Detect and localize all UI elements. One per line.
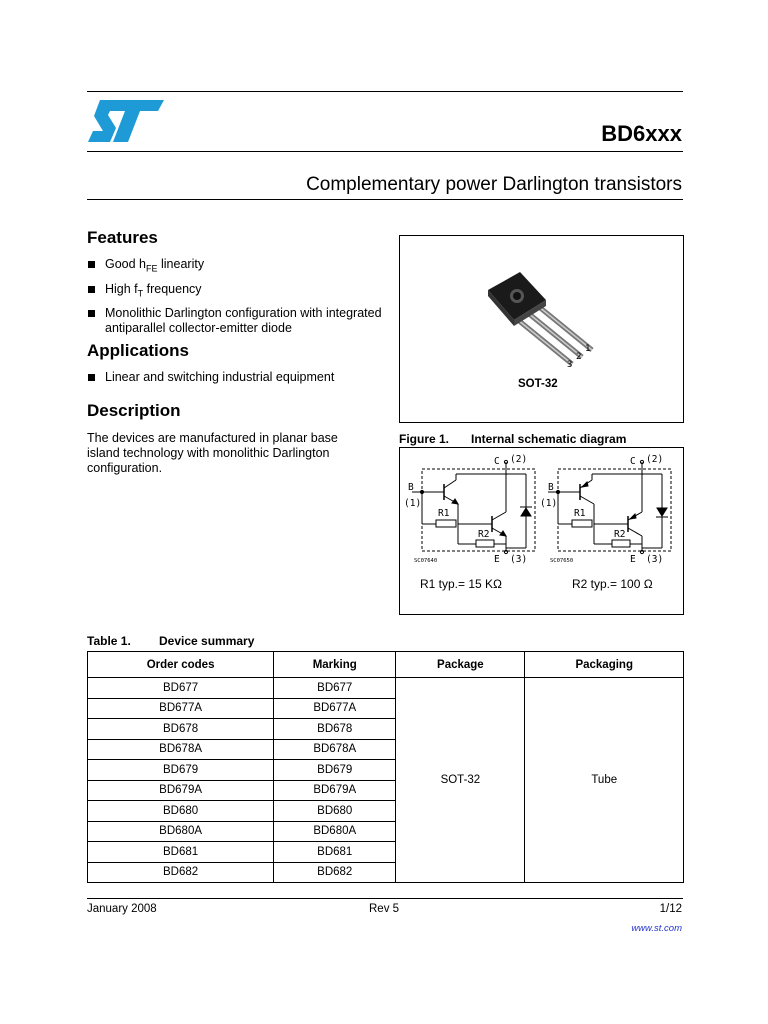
- emitter-pin-label: (3): [510, 554, 528, 565]
- base-label: B: [408, 482, 414, 493]
- table-header-row: [88, 652, 684, 678]
- applications-list: [87, 370, 395, 390]
- features-list: [87, 257, 395, 341]
- pin-3-label: 3: [567, 360, 573, 370]
- table-row: [88, 678, 684, 699]
- r1-label: R1: [574, 508, 586, 519]
- packaging-cell: Tube: [525, 678, 684, 883]
- r2-label: R2: [478, 529, 490, 540]
- footer-date: January 2008: [87, 903, 157, 915]
- bullet-square-icon: [88, 286, 95, 293]
- marking-cell: BD679: [274, 760, 396, 781]
- marking-cell: BD681: [274, 842, 396, 863]
- marking-cell: BD680: [274, 801, 396, 822]
- pin-2-label: 2: [576, 352, 582, 362]
- part-number: BD6xxx: [601, 121, 682, 146]
- r1-value-note: R1 typ.= 15 KΩ: [420, 577, 503, 591]
- r2-value-note: R2 typ.= 100 Ω: [572, 577, 653, 591]
- marking-cell: BD678A: [274, 739, 396, 760]
- package-cell: SOT-32: [396, 678, 525, 883]
- order-code-cell: BD679: [88, 760, 274, 781]
- marking-cell: BD682: [274, 862, 396, 883]
- description-heading: Description: [87, 401, 181, 420]
- package-label: SOT-32: [518, 378, 558, 390]
- package-box: [399, 235, 684, 423]
- right-schematic-code: SC07650: [550, 558, 574, 564]
- top-rule: [87, 91, 683, 92]
- table-caption: [87, 634, 254, 648]
- table-number: Table 1.: [87, 634, 131, 648]
- table-title: Device summary: [159, 634, 255, 648]
- st-logo: [86, 98, 166, 144]
- emitter-label: E: [494, 554, 500, 565]
- list-item: Good $h_{FE}$ linearity: [87, 257, 395, 277]
- collector-label: C: [630, 456, 636, 467]
- list-item: High $f_T$ frequency: [87, 282, 395, 302]
- subtitle-rule: [87, 199, 683, 200]
- description-text: The devices are manufactured in planar base island technology with monolithic Darlington configuration.: [87, 431, 338, 475]
- order-code-cell: BD678: [88, 719, 274, 740]
- footer-page-number: 1/12: [659, 903, 682, 915]
- bullet-square-icon: [88, 374, 95, 381]
- r2-label: R2: [614, 529, 626, 540]
- marking-cell: BD680A: [274, 821, 396, 842]
- device-summary-table: [87, 651, 684, 883]
- marking-cell: BD677: [274, 678, 396, 699]
- emitter-label: E: [630, 554, 636, 565]
- base-label: B: [548, 482, 554, 493]
- column-header-packaging: Packaging: [525, 652, 684, 678]
- left-schematic-code: SC07640: [414, 558, 438, 564]
- column-header-package: Package: [396, 652, 525, 678]
- pin-1-label: 1: [585, 344, 591, 354]
- order-code-cell: BD680A: [88, 821, 274, 842]
- list-item: Monolithic Darlington configuration with integrated antiparallel collector-emitter diode: [87, 306, 395, 336]
- order-code-cell: BD677: [88, 678, 274, 699]
- applications-heading: Applications: [87, 341, 190, 360]
- figure-title: Internal schematic diagram: [471, 432, 627, 446]
- order-code-cell: BD681: [88, 842, 274, 863]
- column-header-marking: Marking: [274, 652, 396, 678]
- document-subtitle: Complementary power Darlington transistors: [306, 174, 682, 195]
- order-code-cell: BD680: [88, 801, 274, 822]
- emitter-pin-label: (3): [646, 554, 664, 565]
- marking-cell: BD677A: [274, 698, 396, 719]
- collector-pin-label: (2): [510, 454, 528, 465]
- bullet-square-icon: [88, 310, 95, 317]
- sot32-package-icon: [480, 260, 610, 385]
- schematic-box: [399, 447, 684, 615]
- figure-number: Figure 1.: [399, 432, 450, 446]
- collector-label: C: [494, 456, 500, 467]
- order-code-cell: BD679A: [88, 780, 274, 801]
- base-pin-label: (1): [404, 498, 422, 509]
- features-heading: Features: [87, 228, 158, 247]
- website-link[interactable]: www.st.com: [631, 923, 682, 934]
- order-code-cell: BD677A: [88, 698, 274, 719]
- collector-pin-label: (2): [646, 454, 664, 465]
- footer-revision: Rev 5: [369, 903, 400, 915]
- figure-caption: [399, 432, 626, 446]
- marking-cell: BD679A: [274, 780, 396, 801]
- list-item: Linear and switching industrial equipment: [87, 370, 395, 385]
- column-header-order-codes: Order codes: [88, 652, 274, 678]
- r1-label: R1: [438, 508, 450, 519]
- base-pin-label: (1): [540, 498, 558, 509]
- marking-cell: BD678: [274, 719, 396, 740]
- footer-rule: [87, 898, 683, 899]
- order-code-cell: BD678A: [88, 739, 274, 760]
- order-code-cell: BD682: [88, 862, 274, 883]
- bullet-square-icon: [88, 261, 95, 268]
- title-rule: [87, 151, 683, 152]
